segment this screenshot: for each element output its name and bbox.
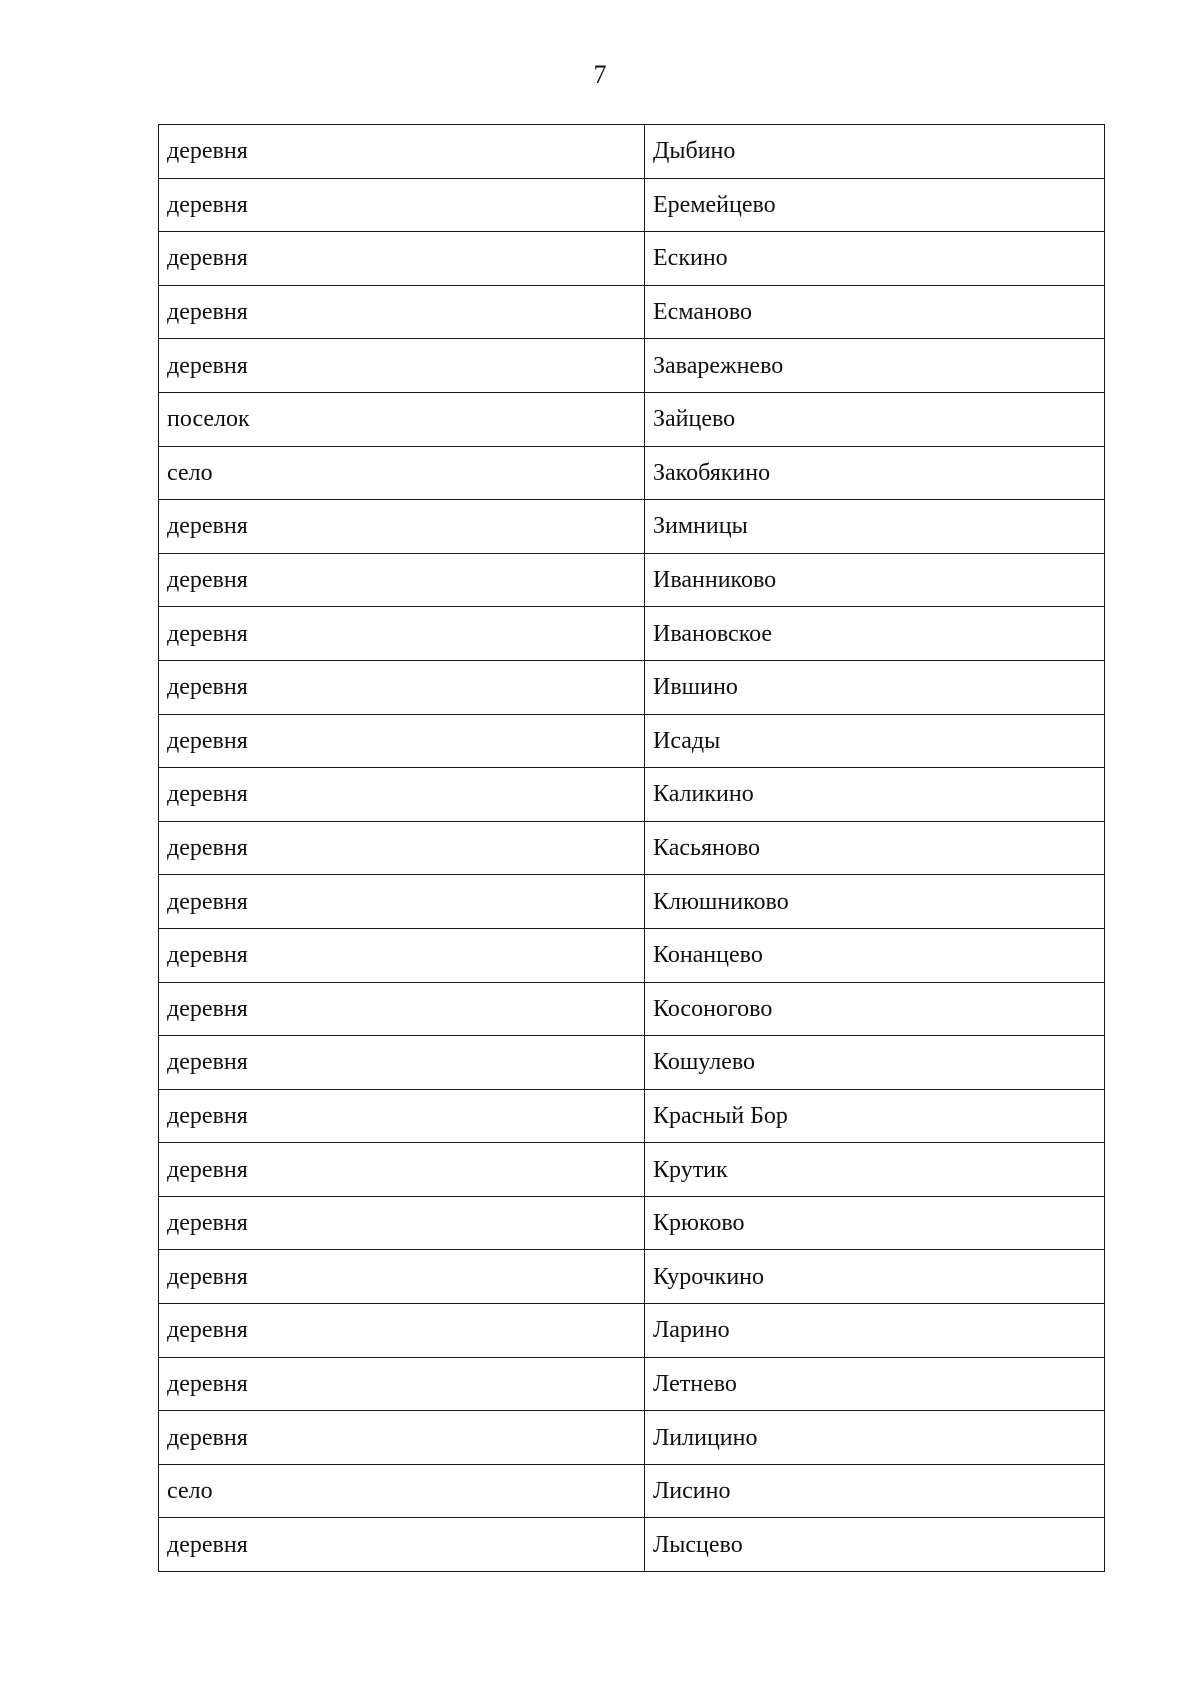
settlement-type-cell: деревня: [159, 553, 645, 607]
table-row: [159, 1518, 1105, 1572]
table-row: [159, 553, 1105, 607]
table-row: [159, 285, 1105, 339]
settlement-type-cell: поселок: [159, 392, 645, 446]
table-row: [159, 821, 1105, 875]
settlement-name-cell: Летнево: [645, 1357, 1105, 1411]
settlement-type-cell: деревня: [159, 285, 645, 339]
settlement-type-cell: деревня: [159, 500, 645, 554]
table-row: [159, 1464, 1105, 1518]
settlement-type-cell: деревня: [159, 1357, 645, 1411]
settlement-name-cell: Касьяново: [645, 821, 1105, 875]
table-row: [159, 1036, 1105, 1090]
settlements-table-body: [159, 125, 1105, 1572]
page-number: 7: [593, 60, 607, 89]
settlement-name-cell: Кошулево: [645, 1036, 1105, 1090]
settlement-name-cell: Дыбино: [645, 125, 1105, 179]
table-row: [159, 660, 1105, 714]
settlement-name-cell: Заварежнево: [645, 339, 1105, 393]
table-row: [159, 875, 1105, 929]
settlement-type-cell: деревня: [159, 660, 645, 714]
table-row: [159, 1143, 1105, 1197]
settlement-name-cell: Еремейцево: [645, 178, 1105, 232]
table-row: [159, 1304, 1105, 1358]
settlements-table: [158, 124, 1105, 1572]
table-row: [159, 1250, 1105, 1304]
settlement-type-cell: деревня: [159, 875, 645, 929]
settlement-name-cell: Косоногово: [645, 982, 1105, 1036]
settlement-type-cell: деревня: [159, 339, 645, 393]
table-row: [159, 339, 1105, 393]
settlement-type-cell: деревня: [159, 1036, 645, 1090]
table-row: [159, 607, 1105, 661]
table-row: [159, 768, 1105, 822]
table-row: [159, 446, 1105, 500]
settlement-name-cell: Лисино: [645, 1464, 1105, 1518]
settlement-type-cell: деревня: [159, 125, 645, 179]
settlement-type-cell: село: [159, 446, 645, 500]
settlement-type-cell: деревня: [159, 982, 645, 1036]
settlement-type-cell: деревня: [159, 1411, 645, 1465]
settlement-type-cell: деревня: [159, 714, 645, 768]
settlement-name-cell: Конанцево: [645, 928, 1105, 982]
settlement-name-cell: Есманово: [645, 285, 1105, 339]
settlement-name-cell: Ларино: [645, 1304, 1105, 1358]
table-row: [159, 1089, 1105, 1143]
settlement-name-cell: Крутик: [645, 1143, 1105, 1197]
settlement-type-cell: деревня: [159, 1304, 645, 1358]
settlement-type-cell: деревня: [159, 232, 645, 286]
table-row: [159, 1357, 1105, 1411]
settlement-type-cell: деревня: [159, 1089, 645, 1143]
table-row: [159, 500, 1105, 554]
settlement-type-cell: деревня: [159, 1196, 645, 1250]
settlement-type-cell: деревня: [159, 1250, 645, 1304]
settlement-name-cell: Каликино: [645, 768, 1105, 822]
settlement-name-cell: Красный Бор: [645, 1089, 1105, 1143]
settlement-name-cell: Ескино: [645, 232, 1105, 286]
settlement-name-cell: Ивановское: [645, 607, 1105, 661]
settlement-name-cell: Исады: [645, 714, 1105, 768]
settlement-name-cell: Клюшниково: [645, 875, 1105, 929]
settlement-name-cell: Ившино: [645, 660, 1105, 714]
table-row: [159, 1196, 1105, 1250]
settlement-name-cell: Зайцево: [645, 392, 1105, 446]
settlement-name-cell: Иванниково: [645, 553, 1105, 607]
settlement-type-cell: деревня: [159, 928, 645, 982]
settlement-type-cell: деревня: [159, 178, 645, 232]
table-row: [159, 982, 1105, 1036]
settlement-type-cell: деревня: [159, 821, 645, 875]
table-row: [159, 392, 1105, 446]
settlement-type-cell: деревня: [159, 1143, 645, 1197]
settlement-type-cell: село: [159, 1464, 645, 1518]
table-row: [159, 1411, 1105, 1465]
settlement-name-cell: Крюково: [645, 1196, 1105, 1250]
table-row: [159, 714, 1105, 768]
settlement-type-cell: деревня: [159, 607, 645, 661]
settlement-name-cell: Зимницы: [645, 500, 1105, 554]
table-row: [159, 178, 1105, 232]
table-row: [159, 232, 1105, 286]
settlement-name-cell: Лысцево: [645, 1518, 1105, 1572]
settlement-name-cell: Закобякино: [645, 446, 1105, 500]
settlement-type-cell: деревня: [159, 1518, 645, 1572]
settlement-name-cell: Лилицино: [645, 1411, 1105, 1465]
settlement-name-cell: Курочкино: [645, 1250, 1105, 1304]
table-row: [159, 928, 1105, 982]
settlement-type-cell: деревня: [159, 768, 645, 822]
table-row: [159, 125, 1105, 179]
